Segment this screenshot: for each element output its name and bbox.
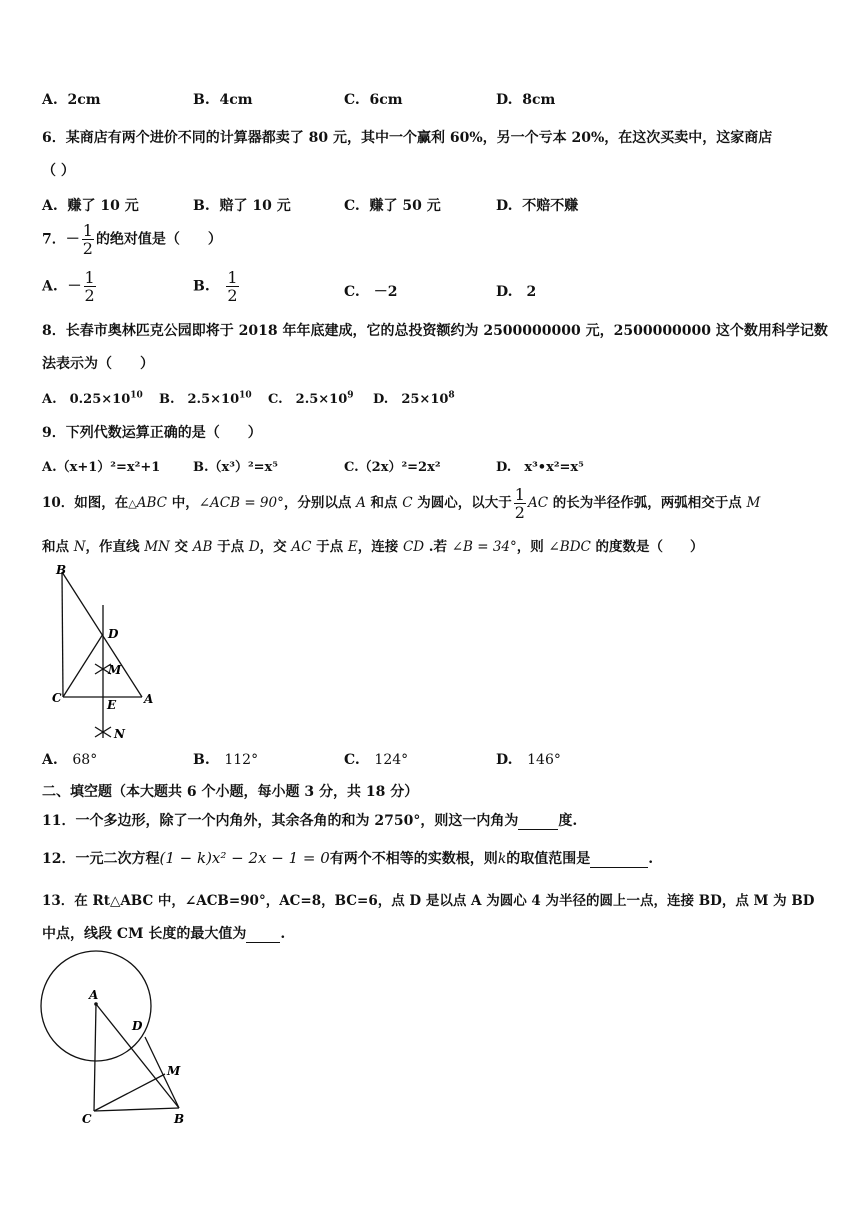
- q7-suffix: 的绝对值是（ ）: [95, 231, 222, 248]
- label-m: M: [167, 1064, 181, 1078]
- text: 11．一个多边形，除了一个内角外，其余各角的和为 2750°，则这一内角为: [42, 813, 519, 829]
- option-text: A. 0.25×10: [42, 392, 131, 407]
- fraction: [84, 269, 96, 304]
- text: ，作直线: [85, 539, 145, 555]
- q10-option-d: [496, 752, 561, 768]
- q6-option-c: [344, 195, 441, 215]
- answer-blank: [590, 851, 648, 868]
- option-label: A.: [42, 92, 58, 108]
- option-text: 4cm: [219, 92, 253, 108]
- option-label: B.: [193, 92, 210, 108]
- text: 的度数是（ ）: [590, 539, 704, 555]
- q5-option-a: [42, 92, 101, 108]
- q11-stem: [42, 810, 577, 830]
- text: .: [648, 851, 654, 867]
- math-var: AB: [192, 539, 213, 555]
- fraction-denominator: 2: [84, 286, 95, 305]
- option-label: C.: [344, 198, 360, 214]
- label-c: C: [52, 691, 62, 705]
- q8-option-b: [159, 388, 252, 407]
- math-var: MN: [144, 539, 170, 555]
- option-label: A.: [42, 278, 58, 295]
- math-var: AC: [291, 539, 312, 555]
- side-bc: [62, 572, 63, 697]
- fraction: [514, 486, 526, 521]
- option-text: 赚了 50 元: [369, 198, 441, 214]
- q9-option-d: D. x³•x²=x⁵: [496, 460, 584, 475]
- text: 和点: [42, 539, 74, 555]
- option-label: B.: [193, 278, 210, 295]
- text: ，连接: [357, 539, 403, 555]
- text: ，交: [259, 539, 292, 555]
- text: 交: [169, 539, 193, 555]
- q8-stem-line1: 8．长春市奥林匹克公园即将于 2018 年年底建成，它的总投资额约为 2500000000 元，2500000000 这个数用科学记数: [42, 323, 828, 339]
- option-text: 146°: [527, 752, 561, 768]
- fraction: [226, 269, 238, 304]
- math-var: A: [356, 495, 366, 511]
- option-label: C.: [344, 92, 360, 108]
- answer-blank: [246, 926, 280, 943]
- q5-option-d: [496, 92, 555, 108]
- q6-stem: 6．某商店有两个进价不同的计算器都卖了 80 元，其中一个赢利 60%，另一个亏本 20%，在这次买卖中，这家商店: [42, 130, 773, 146]
- option-label: C.: [344, 752, 360, 768]
- fraction-numerator: 1: [84, 268, 95, 287]
- q7-option-b: [193, 269, 241, 304]
- text: 中点，线段 CM 长度的最大值为: [42, 926, 247, 942]
- text: 12．一元二次方程: [42, 851, 160, 867]
- option-label: B.: [193, 752, 210, 768]
- math-var: M: [746, 495, 761, 511]
- label-a: A: [144, 692, 154, 706]
- math-expr: ∠BDC: [548, 539, 591, 555]
- option-text: D. 25×10: [373, 392, 449, 407]
- q8-stem-line2: 法表示为（ ）: [42, 356, 154, 372]
- q10-stem-line1: [42, 486, 760, 521]
- math-var: N: [73, 539, 86, 555]
- label-n: N: [114, 727, 125, 741]
- q9-option-a: A.（x+1）²=x²+1: [42, 460, 161, 475]
- side-cb: [94, 1108, 179, 1111]
- option-label: B.: [193, 198, 210, 214]
- q12-stem: [42, 848, 653, 868]
- q7-option-d: D. 2: [496, 284, 537, 300]
- q7-option-c: C. －2: [344, 284, 398, 300]
- q8-option-d: [373, 388, 455, 407]
- q7-prefix: 7．－: [42, 231, 80, 248]
- q13-circle-figure: [36, 948, 196, 1130]
- q5-option-c: [344, 92, 403, 108]
- q10-option-c: [344, 752, 408, 768]
- label-e: E: [107, 698, 117, 712]
- option-text: B. 2.5×10: [159, 392, 240, 407]
- math-var: CD: [402, 539, 425, 555]
- q7-option-a: [42, 269, 98, 304]
- option-text: 不赔不赚: [522, 198, 579, 214]
- math-var: k: [497, 851, 507, 867]
- exponent: 8: [448, 390, 455, 401]
- math-var: AC: [527, 495, 549, 511]
- q6-option-a: [42, 195, 139, 215]
- q5-option-b: [193, 92, 253, 108]
- text: ，则: [516, 539, 549, 555]
- label-m: M: [108, 663, 122, 677]
- math-var: ABC: [136, 495, 168, 511]
- label-d: D: [108, 627, 119, 641]
- option-sign: －: [67, 278, 82, 295]
- option-label: A.: [42, 198, 58, 214]
- math-var: E: [347, 539, 358, 555]
- option-label: A.: [42, 752, 58, 768]
- math-var: D: [248, 539, 260, 555]
- option-label: D.: [496, 752, 513, 768]
- option-text: 赔了 10 元: [219, 198, 291, 214]
- exponent: 10: [239, 390, 252, 401]
- text: 10．如图，在: [42, 495, 129, 511]
- text: 有两个不相等的实数根，则: [329, 851, 498, 867]
- q8-option-a: [42, 388, 143, 407]
- q10-option-b: [193, 752, 258, 768]
- option-label: D.: [496, 198, 513, 214]
- label-b: B: [56, 563, 67, 577]
- text: 于点: [212, 539, 249, 555]
- fraction: [82, 222, 94, 257]
- q13-stem-line1: 13．在 Rt△ABC 中，∠ACB=90°，AC=8，BC=6，点 D 是以点 A 为圆心 4 为半径的圆上一点，连接 BD，点 M 为 BD: [42, 893, 815, 909]
- q9-option-c: C.（2x）²=2x²: [344, 460, 441, 475]
- text: 度.: [558, 813, 578, 829]
- text: 和点: [365, 495, 403, 511]
- q9-option-b: B.（x³）²=x⁵: [193, 460, 278, 475]
- q10-stem-line2: [42, 535, 704, 555]
- option-text: 赚了 10 元: [67, 198, 139, 214]
- side-ac: [94, 1004, 96, 1111]
- text: 的长为半径作弧，两弧相交于点: [548, 495, 747, 511]
- option-text: 6cm: [369, 92, 403, 108]
- fraction-numerator: 1: [514, 485, 525, 504]
- fraction-numerator: 1: [82, 221, 93, 240]
- exponent: 10: [130, 390, 143, 401]
- q13-stem-line2: [42, 923, 285, 943]
- option-label: D.: [496, 92, 513, 108]
- text: .若: [424, 539, 452, 555]
- text: 中，: [167, 495, 199, 511]
- fraction-denominator: 2: [82, 239, 93, 258]
- fraction-denominator: 2: [514, 503, 525, 522]
- q10-option-a: [42, 752, 97, 768]
- math-equation: (1 − k)x² − 2x − 1 = 0: [159, 849, 330, 867]
- fraction-denominator: 2: [227, 286, 238, 305]
- option-text: 8cm: [522, 92, 556, 108]
- label-a: A: [89, 988, 99, 1002]
- fraction-numerator: 1: [227, 268, 238, 287]
- q6-option-d: [496, 195, 578, 215]
- text: .: [280, 926, 286, 942]
- answer-blank: [518, 813, 558, 830]
- q7-stem: [42, 222, 222, 257]
- exponent: 9: [347, 390, 354, 401]
- option-text: 112°: [224, 752, 259, 768]
- option-text: C. 2.5×10: [268, 392, 348, 407]
- q10-triangle-figure: [40, 560, 170, 745]
- triangle-symbol: △: [128, 497, 137, 510]
- option-text: 124°: [374, 752, 409, 768]
- text: ，分别以点: [283, 495, 357, 511]
- point-a: [94, 1002, 98, 1006]
- text: 的取值范围是: [506, 851, 591, 867]
- q6-option-b: [193, 195, 291, 215]
- label-c: C: [82, 1112, 92, 1126]
- q6-paren: （ ）: [42, 163, 75, 179]
- label-b: B: [174, 1112, 185, 1126]
- section-heading: 二、填空题（本大题共 6 个小题，每小题 3 分，共 18 分）: [42, 784, 419, 800]
- text: 于点: [311, 539, 348, 555]
- label-d: D: [132, 1019, 143, 1033]
- option-text: 68°: [72, 752, 98, 768]
- q9-stem: 9．下列代数运算正确的是（ ）: [42, 425, 262, 441]
- math-expr: ∠B = 34°: [451, 539, 517, 555]
- segment-cm: [94, 1074, 165, 1111]
- q8-option-c: [268, 388, 354, 407]
- math-expr: ∠ACB = 90°: [198, 495, 284, 511]
- math-var: C: [402, 495, 413, 511]
- option-text: 2cm: [67, 92, 101, 108]
- text: 为圆心，以大于: [412, 495, 512, 511]
